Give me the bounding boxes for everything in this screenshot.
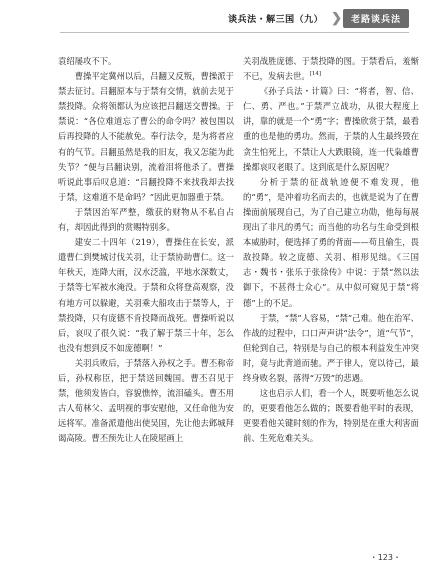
left-text-column xyxy=(58,54,234,446)
paragraph-text: 于禁，“禁”人容易，“禁”己难。他在治军、作战的过程中，口口声声讲“法令”，道“气节”，但轮到自己，特别是与自己的根本利益发生冲突时，竟与此背道而驰。严于律人，宽以待己，最终身败名裂，落得“万毁”的悲遇。 xyxy=(243,312,419,383)
paragraph-text: 关羽兵败后，于禁落入孙权之手。曹丕称帝后，孙权称臣，把于禁送回魏国。曹丕召见于禁，他须发皆白，容貌憔悴，流泪磕头。曹丕用古人荀林父、孟明视的事安慰他，又任命他为安远将军。准备派遣他出使吴国，先让他去邺城拜谒高陵。曹丕预先让人在陵屋画上 xyxy=(58,357,234,444)
running-header xyxy=(70,8,409,28)
paragraph-text: 《孙子兵法・计篇》曰：“将者，智、信、仁、勇、严也。”于禁严立战功，从很大程度上讲，靠的就是一个“勇”字；曹操欣赏于禁，最看重的也是他的勇功。然而，于禁的人生最终毁在贪生怕死上，不禁让人大跌眼镜，连一代枭雄曹操都哀叹老眼了。这到底是什么原因呢？ xyxy=(243,86,419,172)
paragraph-text: 曹操平定冀州以后，吕翻又反叛，曹操派于禁去征讨。吕翻原本与于禁有交情，就前去见于禁投降。众将领都认为应该把吕翻送交曹操。于禁说：“各位难道忘了曹公的命令吗？被包围以后再投降的人不能赦免。奉行法令，是为将者应有的气节。吕翻虽然是我的旧友，我又怎能为此失节？”便与吕翻诀别，流着泪将他杀了。曹操听说此事后叹息道：“吕翻投降不来找我却去找于禁，这难道不是命吗？”因此更加器重于禁。 xyxy=(58,71,234,202)
paragraph-text: 于禁因治军严整，缴获的财物从不私自占有，却因此得到的赏赐特别多。 xyxy=(58,206,234,233)
series-title: 谈兵法・解三国（九） xyxy=(228,14,324,25)
paragraph xyxy=(58,54,234,69)
paragraph xyxy=(58,205,234,235)
page-number: ・123・ xyxy=(369,553,401,562)
paragraph xyxy=(243,84,419,175)
footnote-marker: [14] xyxy=(309,71,322,78)
paragraph-text: 建安二十四年（219），曹操住在长安，派遣曹仁到樊城讨伐关羽，让于禁协助曹仁。这一年秋天，连降大雨，汉水泛滥，平地水深数丈，于禁等七军被水淹没。于禁和众将登高观察，没有地方可以躲避，关羽乘大船攻击于禁等人，于禁投降，只有庞德不肯投降而战死。曹操听说以后，哀叹了很久说：“我了解于禁三十年，怎么也没有想到反不如庞德啊！” xyxy=(58,237,234,353)
section-badge xyxy=(331,9,409,28)
section-label: 老路谈兵法 xyxy=(343,9,409,28)
paragraph-text: 关羽战胜庞德、于禁投降的图。于禁看后，羞惭不已，发病去世。 xyxy=(243,56,419,82)
paragraph xyxy=(58,356,234,447)
right-text-column xyxy=(243,54,419,446)
paragraph xyxy=(243,54,419,84)
paragraph-text: 分析于禁的征战轨迹便不难发现，他的“勇”，是冲着功名而去的，也就是说为了在曹操面前展现自己，为了自己建立功勋，他每每展现出了非凡的勇气；而当他的功名与生命受到根本威胁时，便选择了勇的背面——苟且偷生，畏敌投降。较之庞德、关羽、相形见绌。《三国志・魏书・张乐于张徐传》中说：于禁“然以法御下，不甚得士众心”。从中似可窥见于禁“将德”上的不足。 xyxy=(243,176,419,308)
paragraph xyxy=(243,311,419,386)
header-divider xyxy=(60,32,409,33)
chevron-right-icon: ❯ xyxy=(331,10,342,26)
paragraph xyxy=(243,386,419,446)
paragraph xyxy=(243,175,419,311)
paragraph-text: 袁绍屡攻不下。 xyxy=(58,56,117,66)
paragraph-text: 这也启示人们，看一个人，既要听他怎么说的，更要看他怎么做的；既要看他平时的表现，更要看他关键时刻的作为，特别是在重大利害面前、生死危难关头。 xyxy=(243,388,419,444)
paragraph xyxy=(58,235,234,356)
paragraph xyxy=(58,69,234,205)
